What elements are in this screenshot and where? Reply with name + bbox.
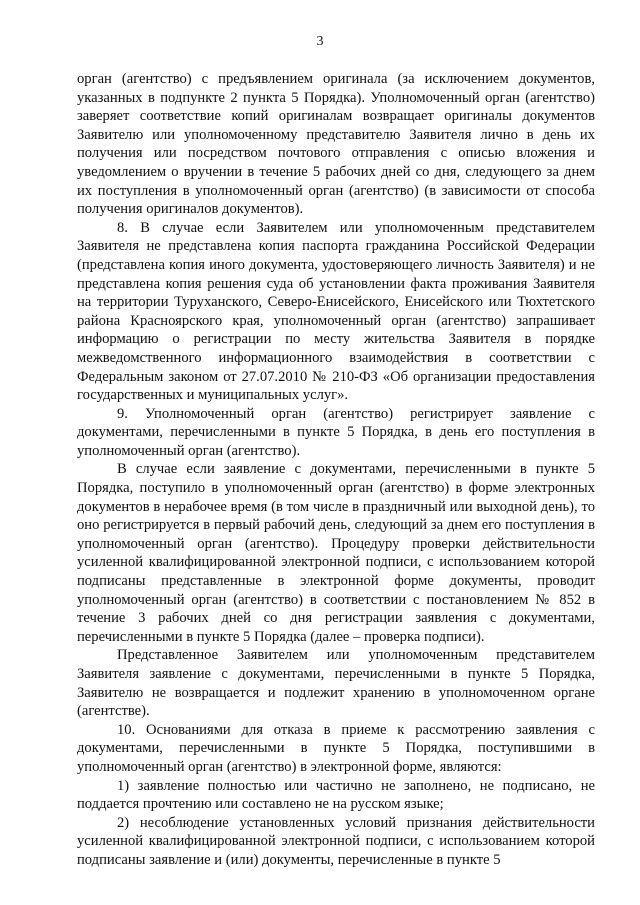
paragraph-electronic-registration: В случае если заявление с документами, перечисленными в пункте 5 Порядка, поступило в уполномоченный орган (агентство) в форме электронных документов в нерабочее время (в том числе в праздничный или выходной день), то оно регистрируется в первый рабочий день, следующий за днем его поступления в уполномоченный орган (агентство). Процедуру проверки действительности усиленной квалифицированной электронной подписи, с использованием которой подписаны представленные в электронной форме документы, проводит уполномоченный орган (агентство) в соответствии с постановлением № 852 в течение 3 рабочих дней со дня регистрации заявления с документами, перечисленными в пункте 5 Порядка (далее – проверка подписи). [77, 461, 595, 645]
paragraph-9-registration: 9. Уполномоченный орган (агентство) регистрирует заявление с документами, перечисленными в пункте 5 Порядка, в день его поступления в уполномоченный орган (агентство). [77, 405, 595, 459]
paragraph-originals-return: орган (агентство) с предъявлением оригинала (за исключением документов, указанных в подпункте 2 пункта 5 Порядка). Уполномоченный орган (агентство) заверяет соответствие копий оригиналам возвращает оригиналы документов Заявителю или уполномоченному представителю Заявителя лично в день их получения или посредством почтового отправления с описью вложения и уведомлением о вручении в течение 5 рабочих дней со дня, следующего за днем их поступления в уполномоченный орган (агентство) (в зависимости от способа получения оригиналов документов). [77, 71, 595, 218]
list-item-1-unfilled: 1) заявление полностью или частично не заполнено, не подписано, не поддается прочтению или составлено не на русском языке; [77, 777, 595, 813]
document-body [77, 70, 595, 870]
paragraph-8-passport-request: 8. В случае если Заявителем или уполномоченным представителем Заявителя не представлена копия паспорта гражданина Российской Федерации (представлена копия иного документа, удостоверяющего личность Заявителя) и не представлена копия решения суда об установлении факта проживания Заявителя на территории Туруханского, Северо-Енисейского, Енисейского или Тюхтетского района Красноярского края, уполномоченный орган (агентство) запрашивает информацию о регистрации по месту жительства Заявителя в порядке межведомственного информационного взаимодействия в соответствии с Федеральным законом от 27.07.2010 № 210-ФЗ «Об организации предоставления государственных и муниципальных услуг». [77, 219, 595, 404]
list-item-2-signature: 2) несоблюдение установленных условий признания действительности усиленной квалифицированной электронной подписи, с использованием которой подписаны заявление и (или) документы, перечисленные в пункте 5 [77, 814, 595, 868]
paragraph-10-refusal-grounds: 10. Основаниями для отказа в приеме к рассмотрению заявления с документами, перечисленными в пункте 5 Порядка, поступившими в уполномоченный орган (агентство) в электронной форме, являются: [77, 721, 595, 775]
page-number: 3 [316, 34, 324, 49]
paragraph-no-return: Представленное Заявителем или уполномоченным представителем Заявителя заявление с документами, перечисленными в пункте 5 Порядка, Заявителю не возвращается и подлежит хранению в уполномоченном органе (агентстве). [77, 647, 595, 720]
